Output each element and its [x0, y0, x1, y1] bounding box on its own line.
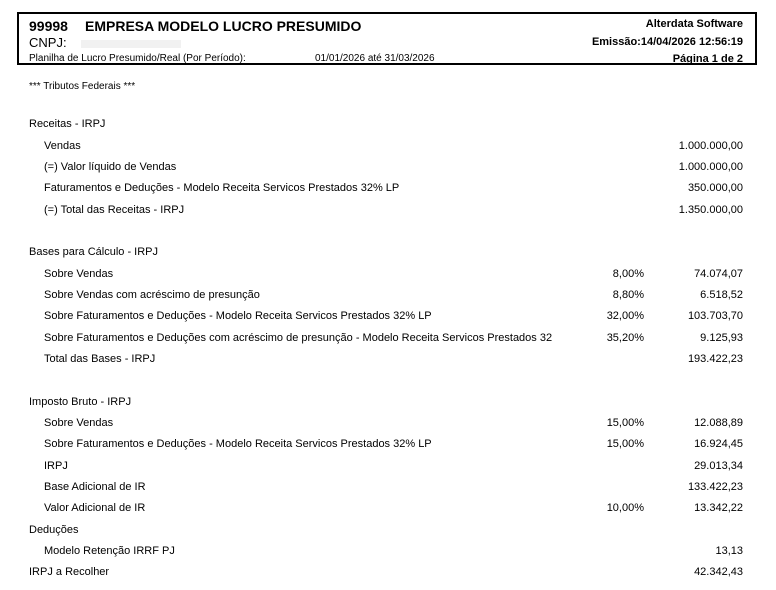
report-line	[0, 545, 776, 559]
line-label: Receitas - IRPJ	[29, 118, 106, 130]
line-value: 6.518,52	[700, 289, 743, 301]
line-label: Modelo Retenção IRRF PJ	[44, 545, 175, 557]
report-title: *** Tributos Federais ***	[29, 81, 136, 92]
company-name: EMPRESA MODELO LUCRO PRESUMIDO	[85, 18, 362, 34]
line-percentage: 15,00%	[606, 438, 644, 450]
report-line	[0, 268, 776, 282]
report-header	[17, 12, 757, 65]
line-percentage: 10,00%	[606, 502, 644, 514]
line-label: Sobre Faturamentos e Deduções com acréscimo de presunção - Modelo Receita Servicos Prestados 32	[44, 332, 553, 344]
report-line	[0, 332, 776, 346]
line-value: 29.013,34	[694, 460, 743, 472]
line-label: Sobre Vendas com acréscimo de presunção	[44, 289, 260, 301]
report-line	[0, 460, 776, 474]
cnpj-redacted	[81, 40, 181, 48]
report-line	[0, 396, 776, 410]
report-line	[0, 140, 776, 154]
line-value: 13.342,22	[694, 502, 743, 514]
line-label: Deduções	[29, 524, 79, 536]
line-label: (=) Valor líquido de Vendas	[44, 161, 177, 173]
line-label: Base Adicional de IR	[44, 481, 146, 493]
line-label: Vendas	[44, 140, 81, 152]
line-label: Valor Adicional de IR	[44, 502, 146, 514]
line-label: IRPJ	[44, 460, 68, 472]
page-number: Página 1 de 2	[672, 53, 743, 65]
line-label: Sobre Vendas	[44, 268, 114, 280]
line-value: 74.074,07	[694, 268, 743, 280]
report-line	[0, 246, 776, 260]
line-value: 12.088,89	[694, 417, 743, 429]
line-value: 1.000.000,00	[678, 140, 743, 152]
line-value: 193.422,23	[687, 353, 743, 365]
report-line	[0, 524, 776, 538]
line-percentage: 15,00%	[606, 417, 644, 429]
cnpj-label: CNPJ:	[29, 35, 67, 50]
sheet-name: Planilha de Lucro Presumido/Real (Por Período):	[29, 53, 246, 64]
line-value: 350.000,00	[687, 182, 743, 194]
line-label: Bases para Cálculo - IRPJ	[29, 246, 158, 258]
report-line	[0, 118, 776, 132]
line-percentage: 32,00%	[606, 310, 644, 322]
line-label: IRPJ a Recolher	[29, 566, 110, 578]
report-line	[0, 289, 776, 303]
report-line	[0, 438, 776, 452]
line-value: 42.342,43	[694, 566, 743, 578]
report-line	[0, 182, 776, 196]
report-line	[0, 481, 776, 495]
line-value: 1.000.000,00	[678, 161, 743, 173]
line-value: 1.350.000,00	[678, 204, 743, 216]
line-label: (=) Total das Receitas - IRPJ	[44, 204, 185, 216]
report-line	[0, 204, 776, 218]
line-label: Sobre Faturamentos e Deduções - Modelo Receita Servicos Prestados 32% LP	[44, 438, 432, 450]
line-label: Faturamentos e Deduções - Modelo Receita Servicos Prestados 32% LP	[44, 182, 400, 194]
report-line	[0, 502, 776, 516]
report-line	[0, 566, 776, 580]
line-value: 16.924,45	[694, 438, 743, 450]
line-label: Sobre Faturamentos e Deduções - Modelo Receita Servicos Prestados 32% LP	[44, 310, 432, 322]
report-line	[0, 353, 776, 367]
company-code: 99998	[29, 18, 68, 34]
line-value: 13,13	[715, 545, 743, 557]
line-label: Total das Bases - IRPJ	[44, 353, 156, 365]
report-line	[0, 161, 776, 175]
line-label: Sobre Vendas	[44, 417, 114, 429]
line-label: Imposto Bruto - IRPJ	[29, 396, 132, 408]
line-value: 133.422,23	[687, 481, 743, 493]
line-value: 103.703,70	[687, 310, 743, 322]
period: 01/01/2026 até 31/03/2026	[315, 53, 435, 64]
line-percentage: 8,80%	[612, 289, 644, 301]
line-percentage: 8,00%	[612, 268, 644, 280]
emission-date: Emissão:14/04/2026 12:56:19	[591, 36, 743, 48]
software-name: Alterdata Software	[645, 18, 743, 30]
line-value: 9.125,93	[700, 332, 743, 344]
report-line	[0, 310, 776, 324]
line-percentage: 35,20%	[606, 332, 644, 344]
report-line	[0, 417, 776, 431]
